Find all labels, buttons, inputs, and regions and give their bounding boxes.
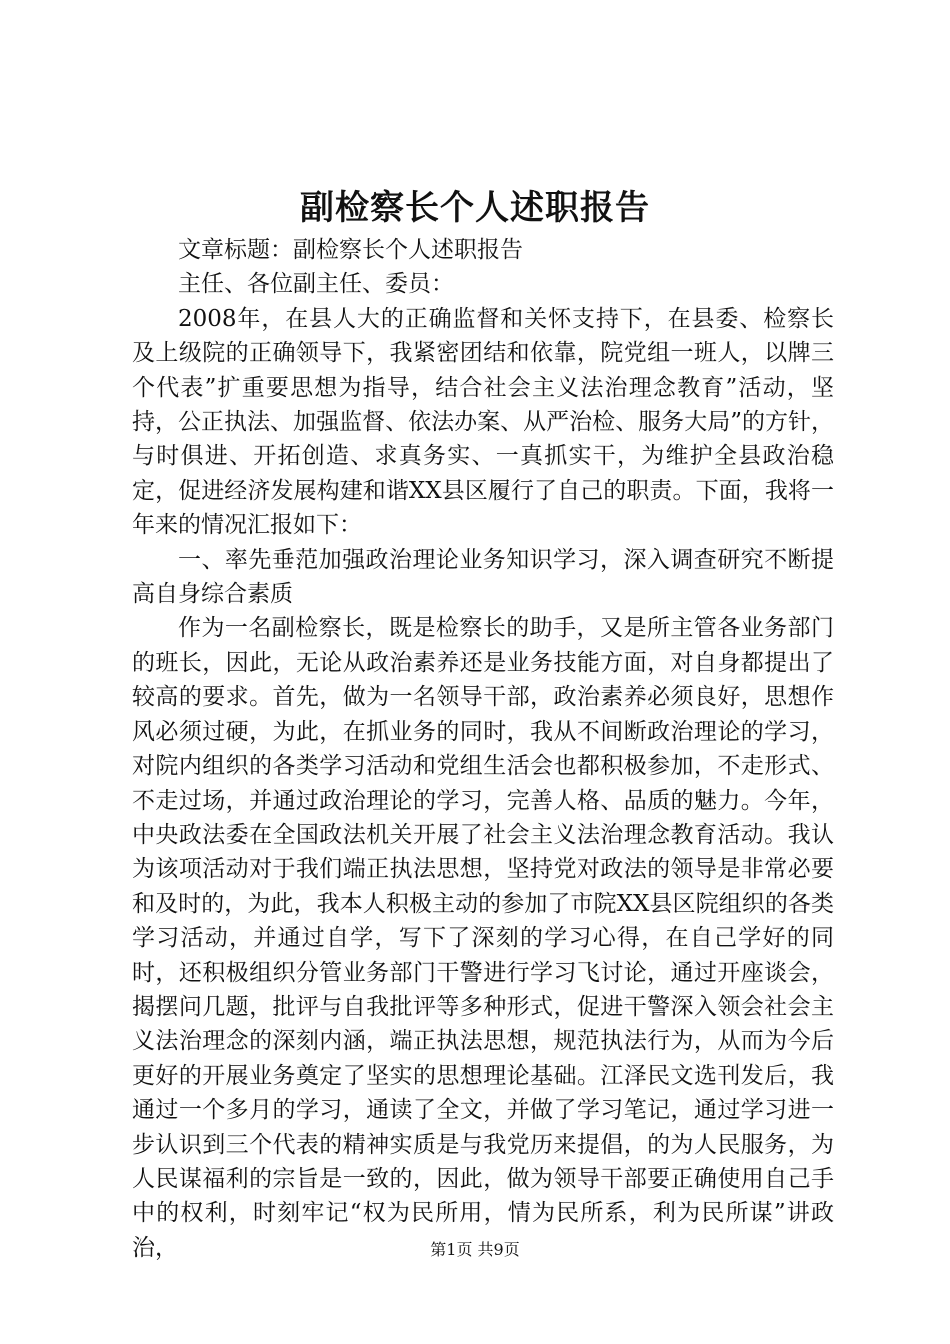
- section-heading-1: 一、率先垂范加强政治理论业务知识学习，深入调查研究不断提高自身综合素质: [132, 546, 834, 608]
- article-title-line: 文章标题：副检察长个人述职报告: [178, 237, 523, 263]
- document-body: [132, 233, 834, 1265]
- document-title: 副检察长个人述职报告: [300, 188, 650, 228]
- salutation: 主任、各位副主任、委员：: [178, 271, 454, 298]
- intro-paragraph: 2008年，在县人大的正确监督和关怀支持下，在县委、检察长及上级院的正确领导下，我紧密团结和依靠，院党组一班人，以牌三个代表”扩重要思想为指导，结合社会主义法治理念教育”活动，坚持，公正执法、加强监督、依法办案、从严治检、服务大局”的方针，与时俱进、开拓创造、求真务实、一真抓实干，为维护全县政治稳定，促进经济发展构建和谐XX县区履行了自己的职责。下面，我将一年来的情况汇报如下：: [132, 305, 834, 539]
- page-footer: 第1页 共9页: [430, 1240, 520, 1259]
- section-1-paragraph: 作为一名副检察长，既是检察长的助手，又是所主管各业务部门的班长，因此，无论从政治素养还是业务技能方面，对自身都提出了较高的要求。首先，做为一名领导干部，政治素养必须良好，思想作风必须过硬，为此，在抓业务的同时，我从不间断政治理论的学习，对院内组织的各类学习活动和党组生活会也都积极参加，不走形式、不走过场，并通过政治理论的学习，完善人格、品质的魅力。今年，中央政法委在全国政法机关开展了社会主义法治理念教育活动。我认为该项活动对于我们端正执法思想，坚持党对政法的领导是非常必要和及时的，为此，我本人积极主动的参加了市院XX县区院组织的各类学习活动，并通过自学，写下了深刻的学习心得，在自己学好的同时，还积极组织分管业务部门干警进行学习飞讨论，通过开座谈会，揭摆问几题，批评与自我批评等多种形式，促进干警深入领会社会主义法治理念的深刻内涵，端正执法思想，规范执法行为，从而为今后更好的开展业务奠定了坚实的思想理论基础。江泽民文选刊发后，我通过一个多月的学习，通读了全文，并做了学习笔记，通过学习进一步认识到三个代表的精神实质是与我党历来提倡，的为人民服务，为人民谋福利的宗旨是一致的，因此，做为领导干部要正确使用自己手中的权利，时刻牢记“权为民所用，情为民所系，利为民所谋”讲政治，: [132, 615, 834, 1261]
